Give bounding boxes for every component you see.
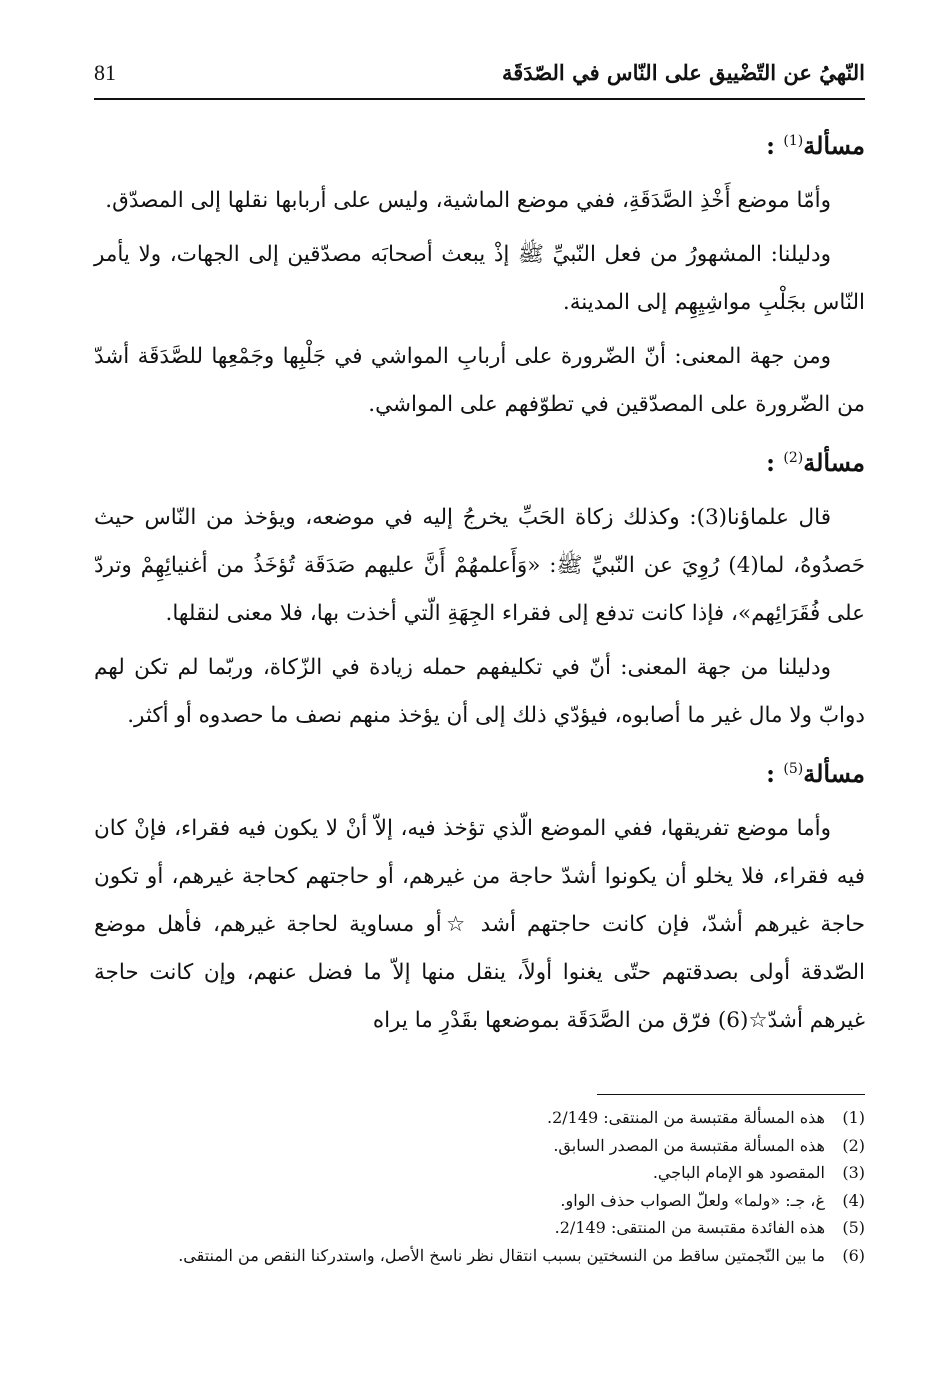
paragraph: ومن جهة المعنى: أنّ الضّرورة على أربابِ المواشي في جَلْبِها وجَمْعِها للصَّدَقَة أشدّ من الضّرورة على المصدّقين في تطوّفهم على المواشي. — [94, 344, 865, 417]
footnotes — [94, 1104, 865, 1269]
page-header — [94, 58, 865, 100]
paragraph: ودليلنا: المشهورُ من فعل النّبيِّ ﷺ إذْ يبعث أصحابَه مصدّقين إلى الجهات، ولا يأمر النّاس بجَلْبِ مواشِيِهِم إلى المدينة. — [94, 242, 865, 315]
page-number: 81 — [94, 60, 116, 85]
paragraph: ودليلنا من جهة المعنى: أنّ في تكليفهم حمله زيادة في الزّكاة، وربّما لم تكن لهم دوابّ ولا مال غير ما أصابوه، فيؤدّي ذلك إلى أن يؤخذ منهم نصف ما حصدوه أو أكثر. — [94, 655, 865, 728]
section-heading: مسألة$^{(2)}$ : — [766, 448, 865, 477]
footnote-marker: (5) — [783, 761, 804, 777]
footnote: (1) هذه المسألة مقتبسة من المنتقى: 2/149. — [547, 1108, 865, 1127]
section-heading: مسألة$^{(1)}$ : — [766, 131, 865, 160]
footnote: (4) غ، جـ: «ولما» ولعلّ الصواب حذف الواو. — [560, 1190, 865, 1210]
footnote-marker: (1) — [783, 133, 804, 149]
footnote: (3) المقصود هو الإمام الباجي. — [652, 1163, 865, 1182]
paragraph: وأمّا موضع أَخْذِ الصَّدَقَةِ، ففي موضع الماشية، وليس على أربابها نقلها إلى المصدّق. — [105, 188, 831, 213]
paragraph: وأما موضع تفريقها، ففي الموضع الّذي تؤخذ فيه، إلاّ أنْ لا يكون فيه فقراء، فإنْ كان فيه فقراء، فلا يخلو أن يكونوا أشدّ حاجة من غيرهم، أو حاجتهم كحاجة غيرهم، أو تكون حاجة غيرهم أشدّ، فإن كانت حاجتهم أشد ☆أو مساوية لحاجة غيرهم، فأهل موضع الصّدقة أولى بصدقتهم حتّى يغنوا أولاً، ينقل منها إلاّ ما فضل عنهم، وإن كانت حاجة غيرهم أشدّ☆(6) فرّق من الصَّدَقَة بموضعها بقَدْرِ ما يراه — [94, 816, 865, 1033]
paragraph: قال علماؤنا(3): وكذلك زكاة الحَبِّ يخرجُ إليه في موضعه، ويؤخذ من النّاس حيث حَصدُوهُ، لما(4) رُوِيَ عن النّبيِّ ﷺ: «وَأَعلمهُمْ أَنَّ عليهم صَدَقَة تُؤخَذُ من أغنيائِهِمْ وتردّ على فُقَرَائِهم»، فإذا كانت تدفع إلى فقراء الجِهَةِ الّتي أخذت بها، فلا معنى لنقلها. — [94, 505, 865, 626]
footnote: (6) ما بين النّجمتين ساقط من النسختين بسبب انتقال نظر ناسخ الأصل، واستدركنا النقص من المنتقى. — [178, 1245, 865, 1265]
running-title: النّهيُ عن التّضْييق على النّاس في الصّدَقَة — [502, 60, 865, 85]
footnote-separator — [597, 1094, 865, 1095]
main-text — [94, 118, 865, 1051]
footnote: (2) هذه المسألة مقتبسة من المصدر السابق. — [553, 1135, 865, 1155]
section-heading: مسألة$^{(5)}$ : — [766, 759, 865, 788]
footnote: (5) هذه الفائدة مقتبسة من المنتقى: 2/149. — [554, 1218, 865, 1237]
footnote-marker: (2) — [783, 450, 804, 466]
